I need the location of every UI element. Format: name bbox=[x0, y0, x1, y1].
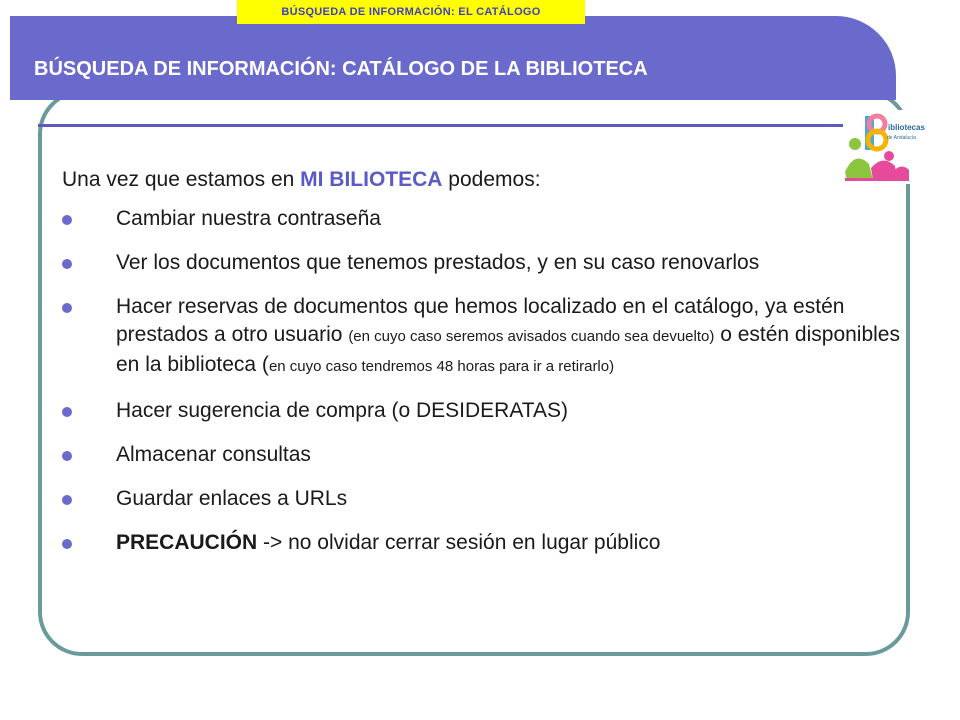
bullet-warning bbox=[62, 529, 902, 557]
bullet-urls: Guardar enlaces a URLs bbox=[62, 485, 902, 513]
logo-wordmark: ibliotecas bbox=[888, 123, 925, 132]
bibliotecas-andalucia-logo bbox=[843, 110, 925, 184]
slide-title: BÚSQUEDA DE INFORMACIÓN: CATÁLOGO DE LA BIBLIOTECA bbox=[34, 58, 648, 80]
reservations-part1: Hacer reservas de documentos que hemos localizado en el catálogo, ya estén prestados a otro usuario bbox=[116, 295, 845, 346]
bullet-change-password: Cambiar nuestra contraseña bbox=[62, 205, 902, 233]
bullet-loans: Ver los documentos que tenemos prestados, y en su caso renovarlos bbox=[62, 249, 902, 277]
logo-subtitle: de Andalucía bbox=[887, 135, 916, 141]
reservations-note2: en cuyo caso tendremos 48 horas para ir a retirarlo) bbox=[268, 358, 615, 375]
header-underline bbox=[38, 124, 848, 127]
bullet-list bbox=[62, 205, 902, 573]
intro-text bbox=[62, 168, 541, 192]
bullet-reservations bbox=[62, 293, 902, 381]
warning-text: -> no olvidar cerrar sesión en lugar público bbox=[257, 531, 661, 554]
section-tab: BÚSQUEDA DE INFORMACIÓN: EL CATÁLOGO bbox=[237, 0, 585, 24]
warning-label: PRECAUCIÓN bbox=[116, 531, 258, 554]
reservations-part3: o estén disponibles en la biblioteca ( bbox=[116, 323, 900, 376]
intro-highlight: MI BILIOTECA bbox=[300, 168, 443, 191]
intro-before: Una vez que estamos en bbox=[62, 168, 301, 191]
intro-after: podemos: bbox=[442, 168, 541, 191]
bullet-suggestions: Hacer sugerencia de compra (o DESIDERATAS) bbox=[62, 397, 902, 425]
bullet-queries: Almacenar consultas bbox=[62, 441, 902, 469]
reservations-note1: (en cuyo caso seremos avisados cuando sea devuelto) bbox=[348, 328, 715, 345]
